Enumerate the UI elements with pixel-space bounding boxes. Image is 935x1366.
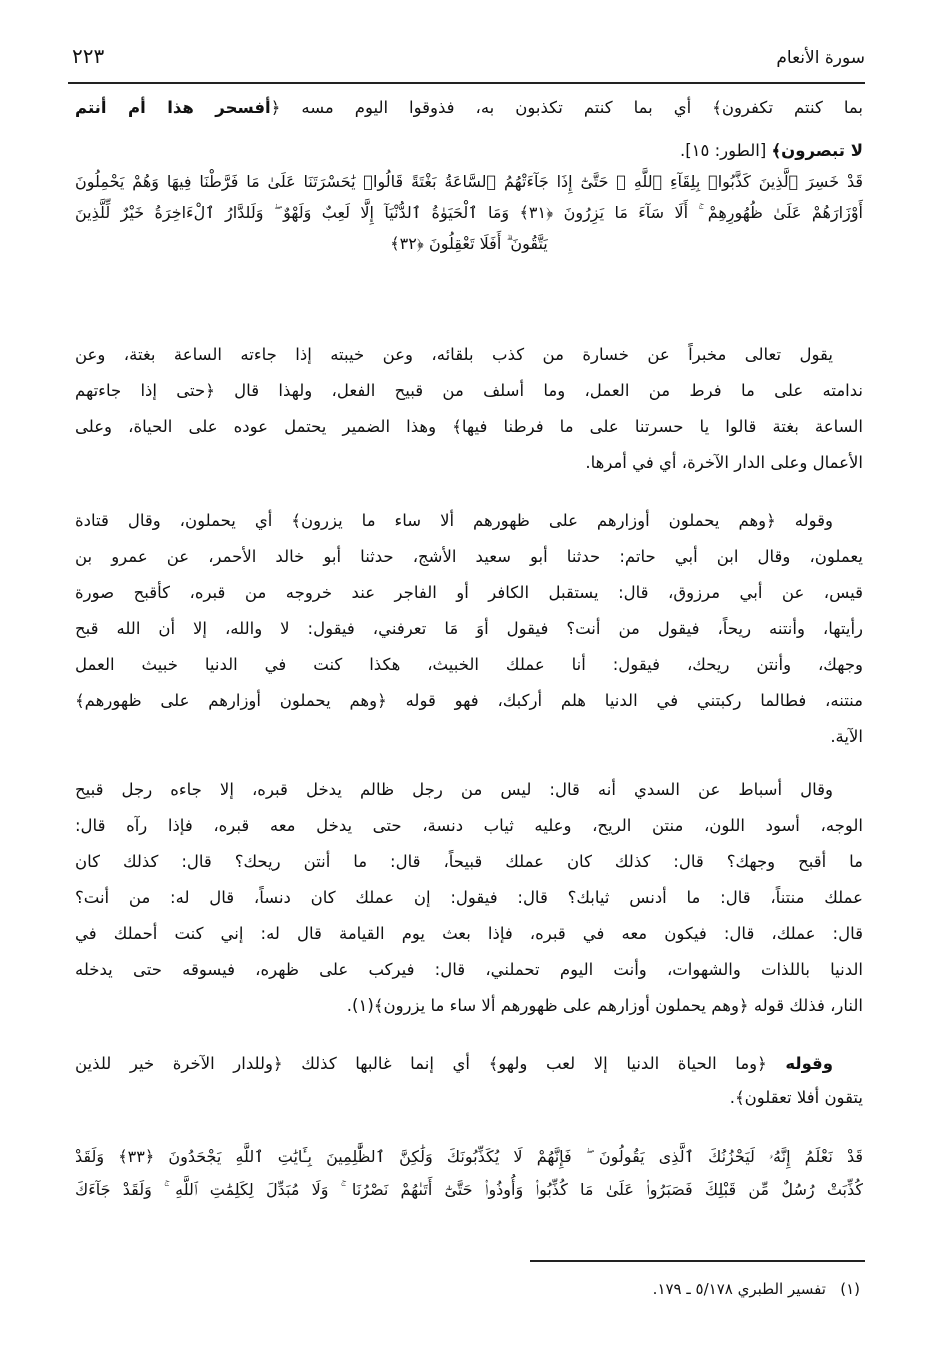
text-line bbox=[75, 137, 863, 165]
text-line: الدنيا باللذات والشهوات، وأنت اليوم تحملني، قال: فيركب على ظهره، فيسوقه حتى يدخله bbox=[75, 960, 863, 979]
text-line: الساعة بغتة قالوا يا حسرتنا على ما فرطنا فيها﴾ وهذا الضمير يحتمل عوده على الحياة، وعلى bbox=[75, 417, 863, 436]
page-number: ٢٢٣ bbox=[72, 44, 105, 68]
verse-line: كُذِّبَتْ رُسُلٌ مِّن قَبْلِكَ فَصَبَرُوا۟ عَلَىٰ مَا كُذِّبُوا۟ وَأُوذُوا۟ حَتَّىٰٓ أَتَىٰهُمْ نَصْرُنَا ۚ وَلَا مُبَدِّلَ لِكَلِمَٰتِ ٱللَّهِ ۚ وَلَقَدْ جَآءَكَ bbox=[75, 1180, 863, 1199]
footnote-text: تفسير الطبري ٥/١٧٨ ـ ١٧٩. bbox=[652, 1280, 826, 1298]
text-line: الأعمال وعلى الدار الآخرة، أي في أمرها. bbox=[585, 453, 863, 472]
text-line: وقوله ﴿وهم يحملون أوزارهم على ظهورهم ألا ساء ما يزرون﴾ أي يحملون، وقال قتادة bbox=[75, 511, 833, 530]
verse-line: أَوْزَارَهُمْ عَلَىٰ ظُهُورِهِمْ ۚ أَلَا سَآءَ مَا يَزِرُونَ ﴿٣١﴾ وَمَا ٱلْحَيَوٰةُ ٱلدُّنْيَآ إِلَّا لَعِبٌ وَلَهْوٌ ۖ وَلَلدَّارُ ٱلْءَاخِرَةُ خَيْرٌ لِّلَّذِينَ bbox=[75, 203, 863, 222]
text-segment: بما كنتم تكفرون﴾ أي بما كنتم تكذبون به، فذوقوا اليوم مسه ﴿ bbox=[270, 98, 863, 117]
bold-quote: أفسحر هذا أم أنتم bbox=[75, 98, 271, 117]
text-line: يعملون، وقال ابن أبي حاتم: حدثنا أبو سعيد الأشج، حدثنا أبو خالد الأحمر، عن عمرو بن bbox=[75, 547, 863, 566]
footnote-rule bbox=[530, 1260, 865, 1262]
text-line: منتنه، فطالما ركبتني في الدنيا هلم أركبك، فهو قوله ﴿وهم يحملون أوزارهم على ظهورهم﴾ bbox=[75, 691, 863, 710]
footnote bbox=[653, 1280, 860, 1298]
text-line: يقول تعالى مخبراً عن خسارة من كذب بلقائه، وعن خيبته إذا جاءته الساعة بغتة، وعن bbox=[75, 345, 833, 364]
text-line: الآية. bbox=[830, 727, 863, 746]
bold-quote: لا تبصرون﴾ bbox=[771, 141, 863, 160]
surah-title: سورة الأنعام bbox=[776, 48, 865, 68]
footnote-marker: (١) bbox=[840, 1280, 860, 1298]
text-line: الوجه، أسود اللون، منتن الريح، وعليه ثياب دنسة، حتى يدخل معه قبره، فإذا رآه قال: bbox=[75, 816, 863, 835]
text-line: وجهك، وأنتن ريحك، فيقول: أنا عملك الخبيث، هكذا كنت في الدنيا خبيث العمل bbox=[75, 655, 863, 674]
text-line: النار، فذلك قوله ﴿وهم يحملون أوزارهم على ظهورهم ألا ساء ما يزرون﴾(١). bbox=[346, 996, 863, 1015]
text-segment: [الطور: ١٥]. bbox=[679, 141, 772, 160]
verse-line: قَدْ خَسِرَ ٱلَّذِينَ كَذَّبُوا۟ بِلِقَآءِ ٱللَّهِ ۖ حَتَّىٰٓ إِذَا جَآءَتْهُمُ ٱلسَّاعَةُ بَغْتَةً قَالُوا۟ يَٰحَسْرَتَنَا عَلَىٰ مَا فَرَّطْنَا فِيهَا وَهُمْ يَحْمِلُونَ bbox=[75, 172, 863, 191]
text-line: وقال أسباط عن السدي أنه قال: ليس من رجل ظالم يدخل قبره، إلا جاءه رجل قبيح bbox=[75, 780, 833, 799]
verse-line: يَتَّقُونَ ۗ أَفَلَا تَعْقِلُونَ ﴿٣٢﴾ bbox=[390, 234, 548, 253]
text-line: عملك منتناً، قال: ما أدنس ثيابك؟ قال: فيقول: إن عملك كان دنساً، قال له: من أنت؟ bbox=[75, 888, 863, 907]
text-line: يتقون أفلا تعقلون﴾. bbox=[729, 1088, 863, 1107]
bold-lead: وقوله bbox=[785, 1054, 833, 1073]
text-line: قال: عملك، قال: فيكون معه في قبره، فإذا بعث يوم القيامة قال له: إني كنت أحملك في bbox=[75, 924, 863, 943]
text-line: رأيتها، وأنتنه ريحاً، فيقول من أنت؟ فيقول أوَ مَا تعرفني، فيقول: لا والله، إلا أن الله قبح bbox=[75, 619, 863, 638]
header-rule bbox=[68, 82, 865, 84]
text-line: قيس، عن أبي مرزوق، قال: يستقبل الكافر أو الفاجر عند خروجه من قبره، كأقبح صورة bbox=[75, 583, 863, 602]
verse-line: قَدْ نَعْلَمُ إِنَّهُۥ لَيَحْزُنُكَ ٱلَّذِى يَقُولُونَ ۖ فَإِنَّهُمْ لَا يُكَذِّبُونَكَ وَلَٰكِنَّ ٱلظَّٰلِمِينَ بِـَٔايَٰتِ ٱللَّهِ يَجْحَدُونَ ﴿٣٣﴾ وَلَقَدْ bbox=[75, 1147, 863, 1166]
text-line bbox=[75, 1050, 863, 1078]
text-line: ما أقبح وجهك؟ قال: كذلك كان عملك قبيحاً، قال: ما أنتن ريحك؟ قال: كذلك كان bbox=[75, 852, 863, 871]
text-segment: ﴿وما الحياة الدنيا إلا لعب ولهو﴾ أي إنما غالبها كذلك ﴿وللدار الآخرة خير للذين bbox=[75, 1054, 786, 1073]
text-line: ندامته على ما فرط من العمل، وما أسلف من قبيح الفعل، ولهذا قال ﴿حتى إذا جاءتهم bbox=[75, 381, 863, 400]
text-line bbox=[75, 94, 863, 122]
